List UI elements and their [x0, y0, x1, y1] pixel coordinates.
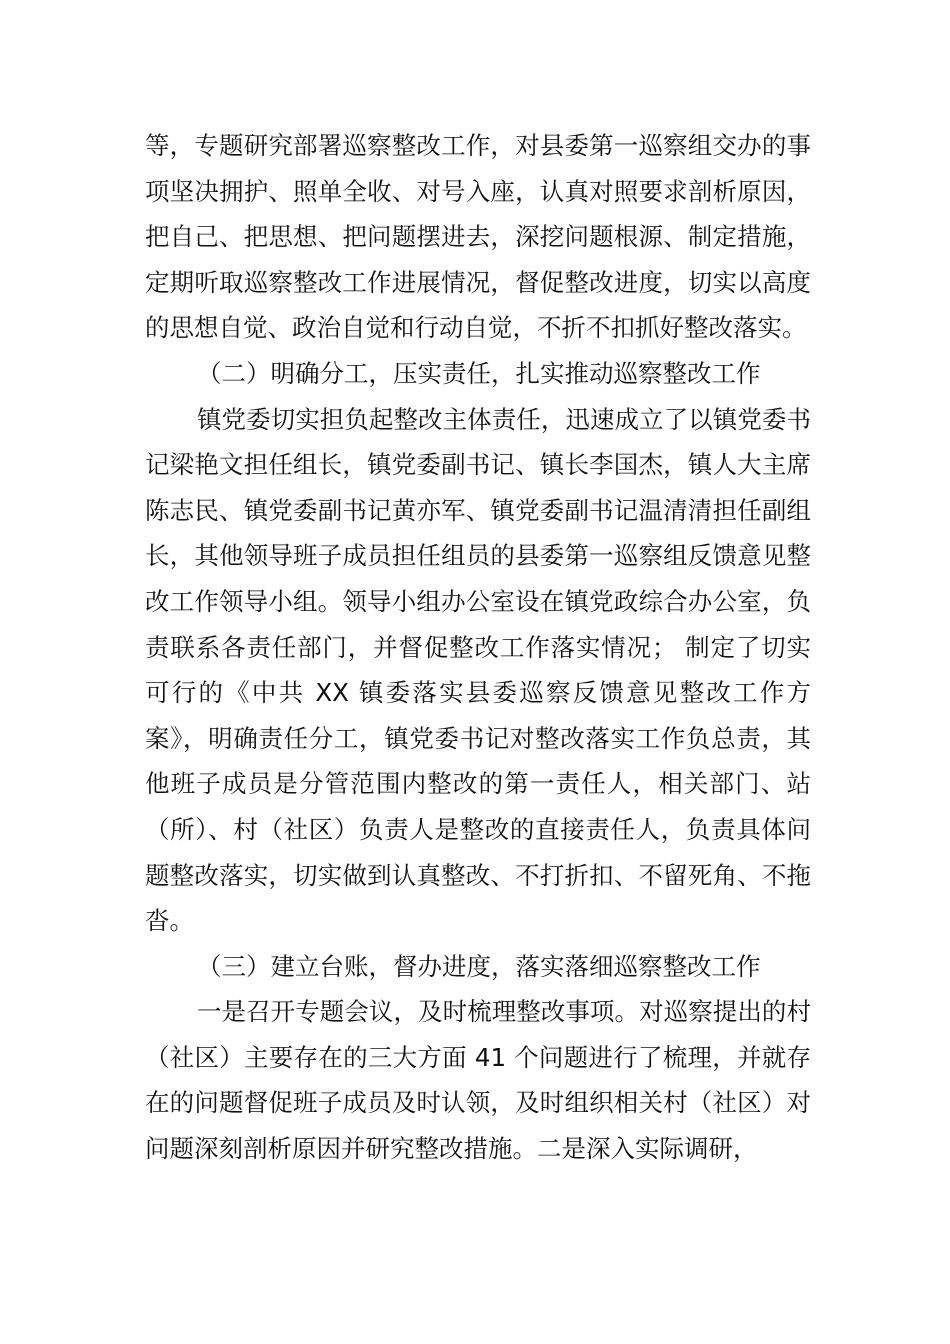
document-body: [145, 123, 811, 1172]
body-paragraph-leadership-group: 镇党委切实担负起整改主体责任，迅速成立了以镇党委书记梁艳文担任组长，镇党委副书记、镇长李国杰，镇人大主席陈志民、镇党委副书记黄亦军、镇党委副书记温清清担任副组长，其他领导班子成员担任组员的县委第一巡察组反馈意见整改工作领导小组。领导小组办公室设在镇党政综合办公室，负责联系各责任部门，并督促整改工作落实情况； 制定了切实可行的《中共 XX 镇委落实县委巡察反馈意见整改工作方案》，明确责任分工，镇党委书记对整改落实工作负总责，其他班子成员是分管范围内整改的第一责任人，相关部门、站（所）、村（社区）负责人是整改的直接责任人，负责具体问题整改落实，切实做到认真整改、不打折扣、不留死角、不拖沓。: [145, 404, 811, 936]
section-heading-2: （二）明确分工，压实责任，扎实推动巡察整改工作: [197, 358, 761, 388]
body-paragraph-continued: 等，专题研究部署巡察整改工作，对县委第一巡察组交办的事项坚决拥护、照单全收、对号入座，认真对照要求剖析原因，把自己、把思想、把问题摆进去，深挖问题根源、制定措施，定期听取巡察整改工作进展情况，督促整改进度，切实以高度的思想自觉、政治自觉和行动自觉，不折不扣抓好整改落实。: [145, 131, 811, 343]
section-heading-3: （三）建立台账，督办进度，落实落细巡察整改工作: [197, 951, 761, 981]
body-paragraph-special-meeting: 一是召开专题会议，及时梳理整改事项。对巡察提出的村（社区）主要存在的三大方面 41 个问题进行了梳理，并就存在的问题督促班子成员及时认领，及时组织相关村（社区）对问题深刻剖析原因并研究整改措施。二是深入实际调研，: [145, 997, 811, 1164]
